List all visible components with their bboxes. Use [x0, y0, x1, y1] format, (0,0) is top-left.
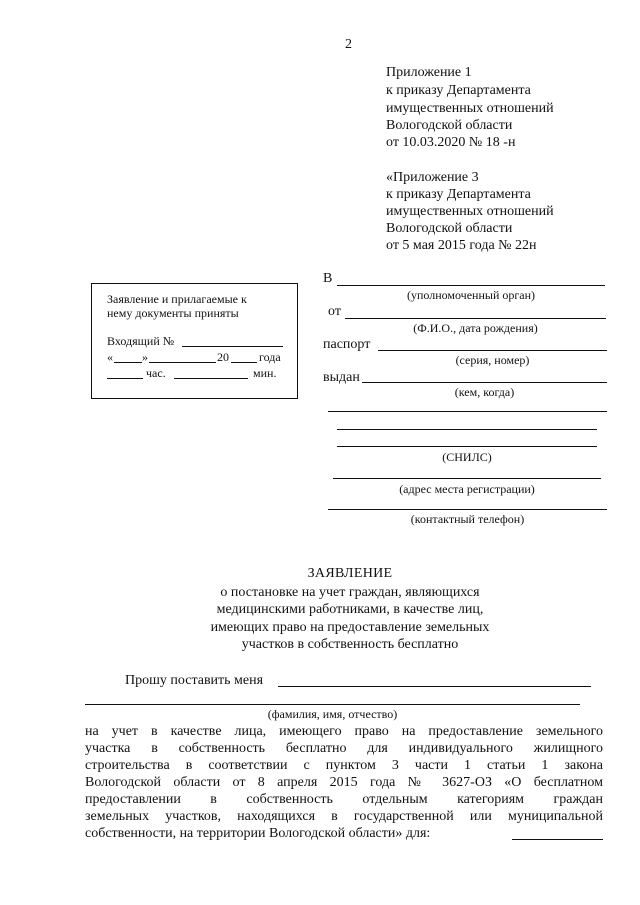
snils-field[interactable] [337, 446, 597, 447]
extra-line-1[interactable] [328, 411, 607, 412]
stamp-line-1: Заявление и прилагаемые к [107, 292, 247, 306]
appendix-1-line: Приложение 1 [386, 65, 472, 80]
page-number: 2 [345, 37, 352, 52]
applicant-name-caption: (Ф.И.О., дата рождения) [413, 321, 538, 335]
authority-caption: (уполномоченный орган) [406, 288, 536, 302]
body-line: предоставлении в собственность отдельным категориям граждан [85, 792, 603, 807]
date-open-quote: « [107, 350, 113, 364]
title-line: медицинскими работниками, в качестве лиц, [216, 602, 484, 617]
year-field[interactable] [231, 362, 257, 363]
body-line: Вологодской области от 8 апреля 2015 года № 3627-ОЗ «О бесплатном [85, 775, 603, 790]
body-line: строительства в соответствии с пунктом 3 части 1 статьи 1 закона [85, 758, 603, 773]
body-line: земельных участков, находящихся в государственной или муниципальной [85, 809, 603, 824]
address-field[interactable] [333, 478, 601, 479]
year-prefix: 20 [217, 350, 229, 364]
incoming-number-field[interactable] [182, 346, 283, 347]
purpose-field[interactable] [512, 839, 603, 840]
minute-field[interactable] [174, 378, 248, 379]
hour-field[interactable] [107, 378, 143, 379]
title-line: имеющих право на предоставление земельных [210, 620, 490, 635]
applicant-name-field[interactable] [345, 318, 606, 319]
request-lead: Прошу поставить меня [125, 673, 264, 688]
date-close-quote: » [142, 350, 148, 364]
address-caption: (адрес места регистрации) [399, 482, 535, 496]
authority-field[interactable] [337, 285, 605, 286]
appendix-1-line: от 10.03.2020 № 18 -н [386, 135, 516, 150]
day-field[interactable] [114, 362, 142, 363]
phone-field[interactable] [328, 509, 607, 510]
issued-by-field[interactable] [362, 382, 607, 383]
body-line: на учет в качестве лица, имеющего право на предоставление земельного [85, 724, 603, 739]
document-title: ЗАЯВЛЕНИЕ [307, 566, 393, 581]
body-line: участка в собственность бесплатно для индивидуального жилищного [85, 741, 603, 756]
stamp-line-2: нему документы приняты [107, 306, 239, 320]
minute-label: мин. [253, 366, 277, 380]
phone-caption: (контактный телефон) [410, 512, 525, 526]
month-field[interactable] [149, 362, 216, 363]
extra-line-2[interactable] [337, 429, 597, 430]
request-name-field-2[interactable] [85, 704, 580, 705]
appendix-1-line: Вологодской области [386, 118, 513, 133]
title-line: участков в собственность бесплатно [241, 637, 459, 652]
incoming-number-label: Входящий № [107, 334, 175, 348]
title-line: о постановке на учет граждан, являющихся [220, 585, 480, 600]
passport-field[interactable] [378, 350, 607, 351]
appendix-3-line: к приказу Департамента [386, 187, 531, 202]
passport-prefix: паспорт [323, 337, 371, 352]
appendix-3-line: Вологодской области [386, 221, 513, 236]
appendix-1-line: к приказу Департамента [386, 83, 531, 98]
appendix-3-line: имущественных отношений [386, 204, 554, 219]
issued-caption: (кем, когда) [454, 385, 515, 399]
appendix-1-line: имущественных отношений [386, 101, 554, 116]
hour-label: час. [146, 366, 166, 380]
appendix-3-line: «Приложение 3 [386, 170, 479, 185]
issued-prefix: выдан [323, 370, 360, 385]
to-prefix: В [323, 271, 333, 286]
body-line: собственности, на территории Вологодской области» для: [85, 826, 431, 841]
request-name-field[interactable] [278, 686, 591, 687]
year-suffix: года [259, 350, 281, 364]
snils-caption: (СНИЛС) [442, 450, 492, 464]
from-prefix: от [328, 304, 341, 319]
passport-caption: (серия, номер) [455, 353, 530, 367]
request-name-caption: (фамилия, имя, отчество) [267, 707, 398, 721]
appendix-3-line: от 5 мая 2015 года № 22н [386, 238, 537, 253]
